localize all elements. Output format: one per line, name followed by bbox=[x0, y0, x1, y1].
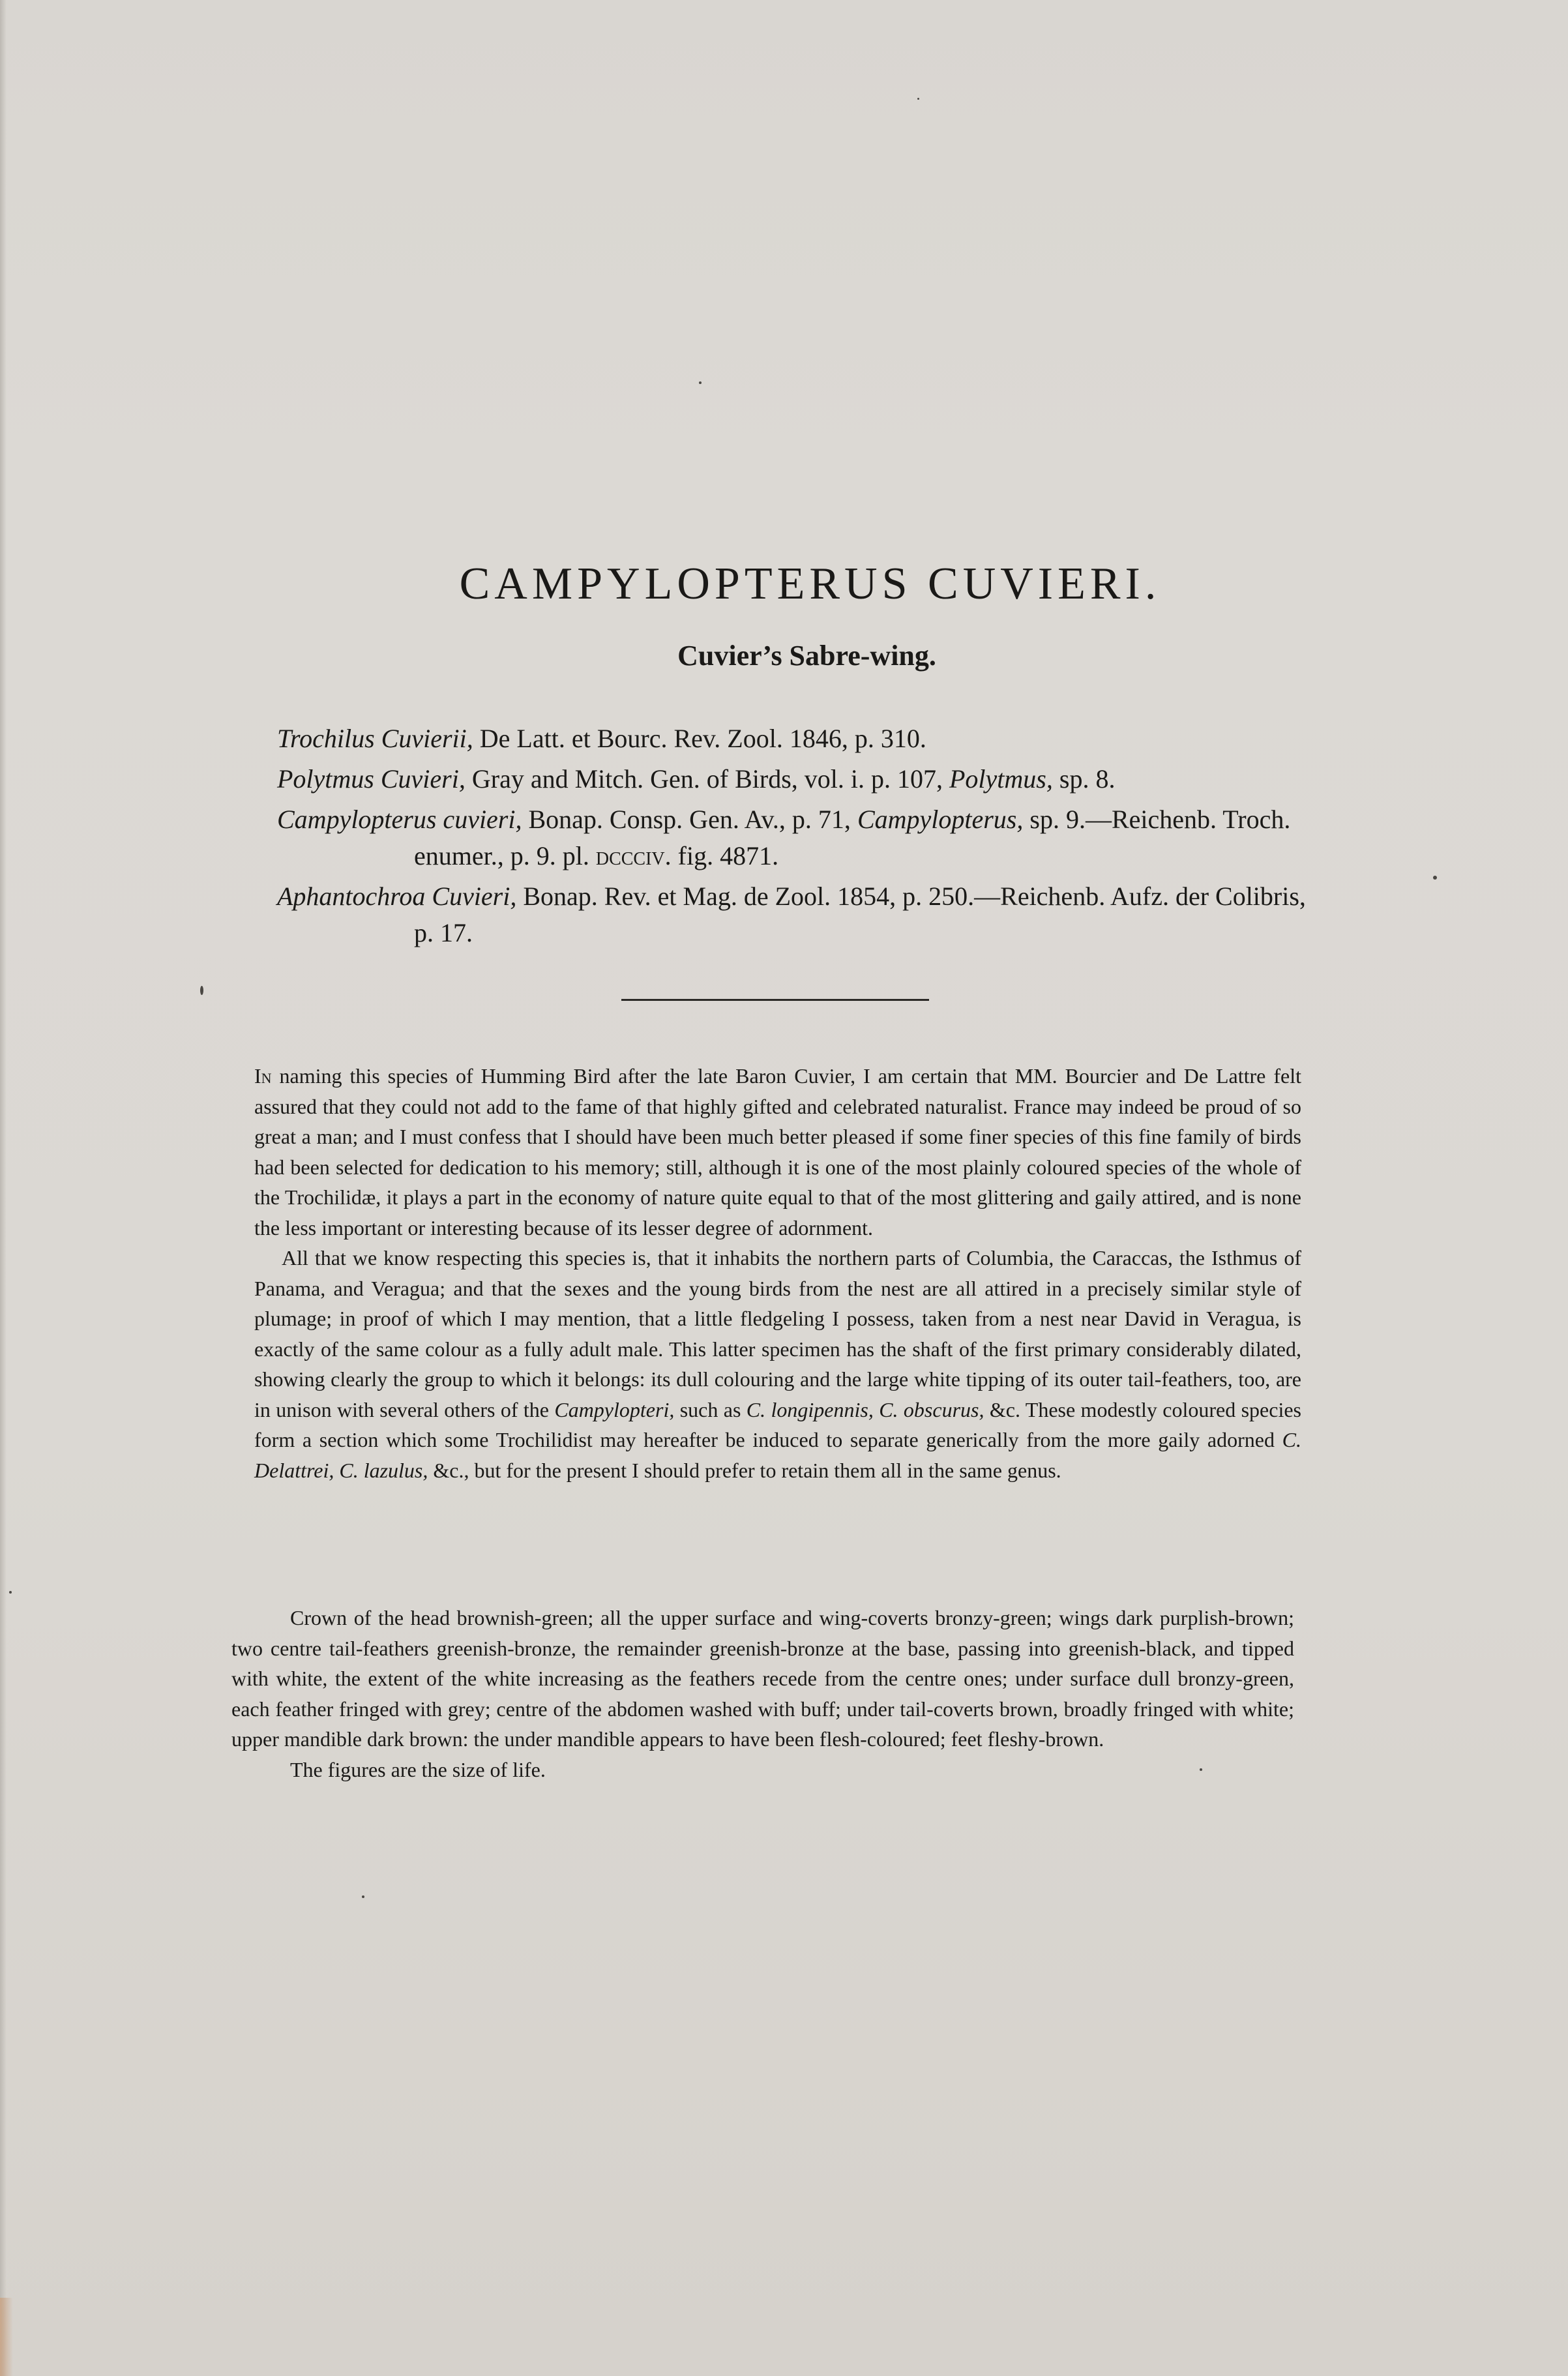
paper-speck bbox=[699, 381, 702, 384]
paragraph-text: naming this species of Humming Bird after the late Baron Cuvier, I am certain that MM. Bourcier and De Lattre felt assured that they could not add to the fame of that highly gifted and celebrated naturalist. France may indeed be proud of so great a man; and I must confess that I should have been much better pleased if some finer species of this fine family of birds had been selected for dedication to his memory; still, although it is one of the most plainly coloured species of the whole of the Trochilidæ, it plays a part in the economy of nature quite equal to that of the most glittering and gaily attired, and is none the less important or interesting because of its lesser degree of adornment. bbox=[254, 1064, 1301, 1240]
page-edge-shadow bbox=[0, 0, 7, 2376]
synonym-reference: fig. 4871. bbox=[671, 841, 779, 870]
plumage-description bbox=[231, 1603, 1294, 1785]
paper-speck bbox=[1433, 876, 1437, 880]
synonym-entry bbox=[277, 801, 1320, 874]
paper-speck bbox=[917, 98, 919, 100]
paragraph-text: All that we know respecting this species is, that it inhabits the northern parts of Columbia, the Caraccas, the Isthmus of Panama, and Veragua; and that the sexes and the young birds from the nest are all attired in a precisely similar style of plumage; in proof of which I may mention, that a little fledgeling I possess, taken from a nest near David in Veragua, is exactly of the same colour as a fully adult male. This latter specimen has the shaft of the first primary considerably dilated, showing clearly the group to which it belongs: its dull colouring and the large white tipping of its outer tail-feathers, too, are in unison with several others of the bbox=[254, 1246, 1301, 1421]
synonym-reference: De Latt. et Bourc. Rev. Zool. 1846, p. 310. bbox=[473, 724, 926, 753]
synonym-name: Polytmus Cuvieri, bbox=[277, 764, 466, 794]
paragraph-text: &c., but for the present I should prefer to retain them all in the same genus. bbox=[428, 1458, 1061, 1482]
synonym-name: Trochilus Cuvierii, bbox=[277, 724, 473, 753]
closing-note: The figures are the size of life. bbox=[290, 1757, 546, 1781]
paper-speck bbox=[200, 986, 203, 995]
section-divider bbox=[621, 999, 929, 1001]
description-text: Crown of the head brownish-green; all the upper surface and wing-coverts bronzy-green; wings dark purplish-brown; two centre tail-feathers greenish-bronze, the remainder greenish-bronze at the base, passing into greenish-black, and tipped with white, the extent of the white increasing as the feathers recede from the centre ones; under surface dull bronzy-green, each feather fringed with grey; centre of the abdomen washed with buff; under tail-coverts brown, broadly fringed with white; upper mandible dark brown: the under mandible appears to have been flesh-coloured; feet fleshy-brown. bbox=[231, 1606, 1294, 1751]
paragraph-text: &c. These modestly coloured species form a section which some Trochilidist may hereafter be induced to separate generically from the more gaily adorned bbox=[254, 1397, 1302, 1451]
species-name: C. Delattrei, C. lazulus, bbox=[254, 1428, 1301, 1482]
page-corner-stain bbox=[0, 2298, 13, 2376]
paper-speck bbox=[9, 1591, 12, 1594]
synonym-reference: Gray and Mitch. Gen. of Birds, vol. i. p. 107, bbox=[465, 764, 949, 794]
synonym-reference: Bonap. Rev. et Mag. de Zool. 1854, p. 250.—Reichenb. Aufz. der Colibris, p. 17. bbox=[414, 882, 1306, 947]
species-name: Campylopteri, bbox=[554, 1397, 675, 1421]
synonym-entry bbox=[277, 878, 1320, 951]
species-name: C. longipennis, C. obscurus, bbox=[746, 1397, 984, 1421]
synonym-genus: Campylopterus, bbox=[857, 805, 1024, 834]
dropcap: In bbox=[254, 1064, 272, 1088]
synonymy-list bbox=[277, 720, 1320, 955]
synonym-reference: sp. 8. bbox=[1052, 764, 1116, 794]
synonym-name: Aphantochroa Cuvieri, bbox=[277, 882, 517, 911]
paper-speck bbox=[1200, 1768, 1202, 1771]
paragraph-intro bbox=[254, 1061, 1301, 1243]
synonym-genus: Polytmus, bbox=[949, 764, 1053, 794]
paragraph-text: such as bbox=[674, 1397, 747, 1421]
main-text bbox=[254, 1061, 1301, 1485]
synonym-reference: sp. 9.—Reichenb. Troch. enumer., p. 9. pl. bbox=[414, 805, 1291, 870]
synonym-entry bbox=[277, 720, 1320, 757]
synonym-name: Campylopterus cuvieri, bbox=[277, 805, 522, 834]
page-title: CAMPYLOPTERUS CUVIERI. bbox=[459, 559, 1161, 609]
common-name-subtitle: Cuvier’s Sabre-wing. bbox=[677, 640, 936, 672]
synonym-reference: Bonap. Consp. Gen. Av., p. 71, bbox=[522, 805, 857, 834]
paragraph-range bbox=[254, 1243, 1301, 1485]
paper-speck bbox=[362, 1895, 364, 1898]
synonym-entry bbox=[277, 761, 1320, 797]
plate-number: dccciv. bbox=[595, 841, 672, 870]
